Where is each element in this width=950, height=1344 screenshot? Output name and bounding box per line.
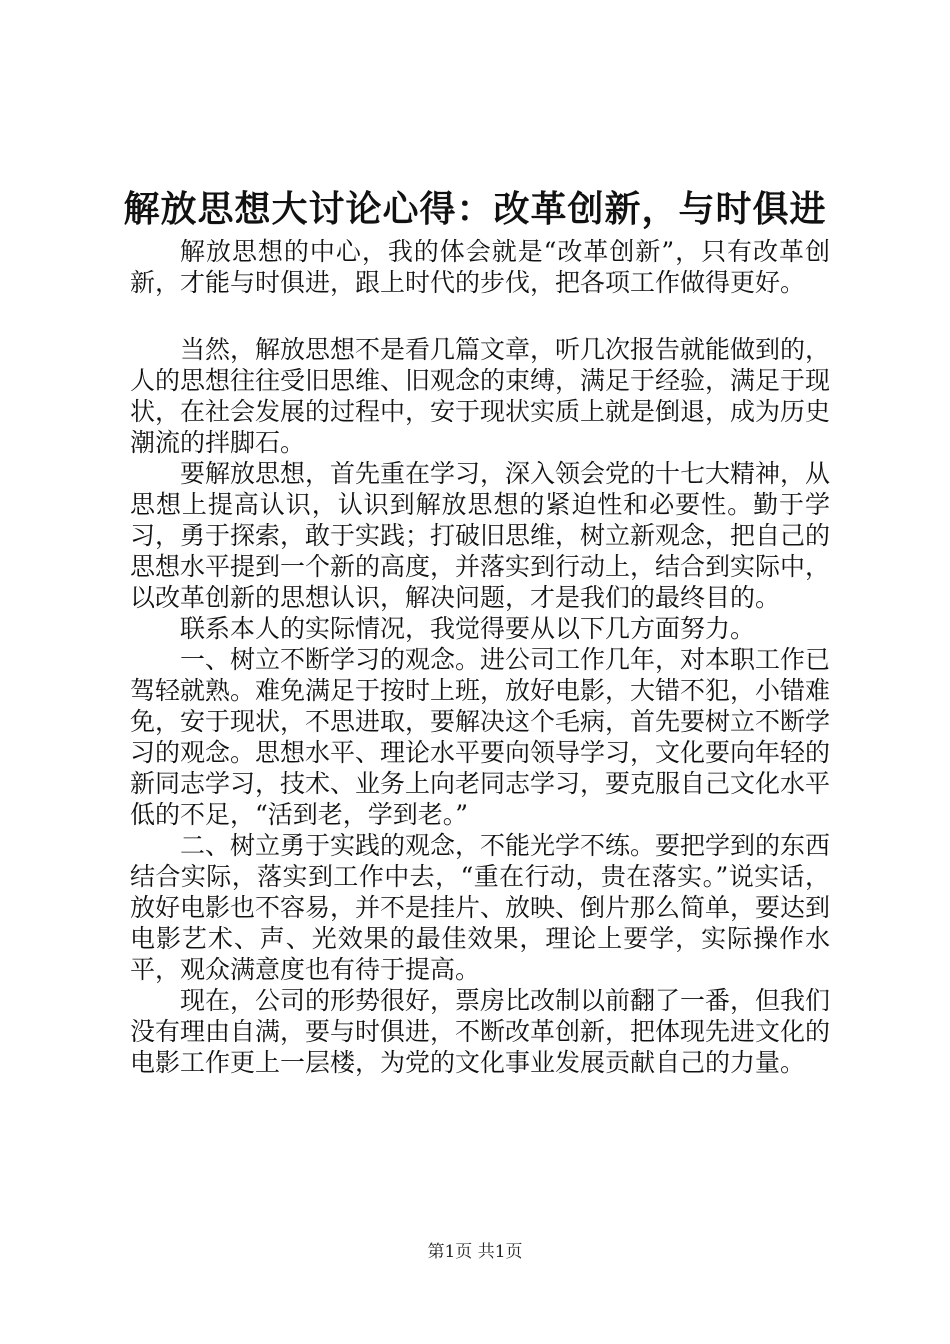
paragraph: 要解放思想，首先重在学习，深入领会党的十七大精神，从思想上提高认识，认识到解放思想的紧迫性和必要性。勤于学习，勇于探索，敢于实践；打破旧思维，树立新观念，把自己的思想水平提到一个新的高度，并落实到行动上，结合到实际中，以改革创新的思想认识，解决问题，才是我们的最终目的。 <box>130 459 831 612</box>
paragraph: 二、树立勇于实践的观念，不能光学不练。要把学到的东西结合实际，落实到工作中去，“重在行动，贵在落实。”说实话，放好电影也不容易，并不是挂片、放映、倒片那么简单，要达到电影艺术、声、光效果的最佳效果，理论上要学，实际操作水平，观众满意度也有待于提高。 <box>130 831 831 984</box>
paragraph: 当然，解放思想不是看几篇文章，听几次报告就能做到的，人的思想往往受旧思维、旧观念的束缚，满足于经验，满足于现状，在社会发展的过程中，安于现状实质上就是倒退，成为历史潮流的拌脚石。 <box>130 335 831 457</box>
page-number-footer: 第1页 共1页 <box>427 1242 523 1262</box>
paragraph: 联系本人的实际情况，我觉得要从以下几方面努力。 <box>180 614 756 643</box>
paragraph: 一、树立不断学习的观念。进公司工作几年，对本职工作已驾轻就熟。难免满足于按时上班，放好电影，大错不犯，小错难免，安于现状，不思进取，要解决这个毛病，首先要树立不断学习的观念。思想水平、理论水平要向领导学习，文化要向年轻的新同志学习，技术、业务上向老同志学习，要克服自己文化水平低的不足，“活到老，学到老。” <box>130 645 831 829</box>
paragraph: 解放思想的中心，我的体会就是“改革创新”，只有改革创新，才能与时俱进，跟上时代的步伐，把各项工作做得更好。 <box>130 237 830 297</box>
document-body <box>130 236 830 1078</box>
page-title: 解放思想大讨论心得：改革创新，与时俱进 <box>123 188 827 230</box>
paragraph: 现在，公司的形势很好，票房比改制以前翻了一番，但我们没有理由自满，要与时俱进，不断改革创新，把体现先进文化的电影工作更上一层楼，为党的文化事业发展贡献自己的力量。 <box>130 986 831 1077</box>
